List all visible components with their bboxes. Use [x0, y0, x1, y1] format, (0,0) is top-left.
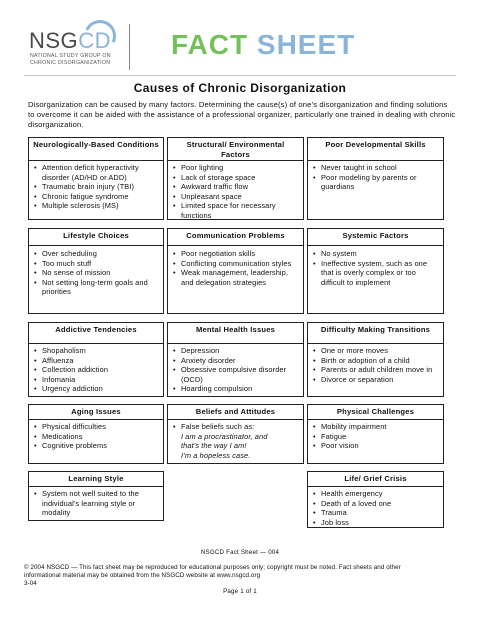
box-learning-style — [28, 471, 164, 521]
beliefs-intro: • False beliefs such as: — [181, 422, 255, 431]
list-item: • Urgency addiction — [34, 384, 160, 394]
logo-subtitle-line1: NATIONAL STUDY GROUP ON — [30, 53, 111, 59]
box-list — [313, 489, 440, 527]
list-item: • Ineffective system, such as one that is overly complex or too difficult to implement — [313, 259, 440, 288]
box-physical — [307, 404, 444, 464]
intro-paragraph: Disorganization can be caused by many factors. Determining the cause(s) of one’s disorganization and finding solutions to overcome it can be aided with the assistance of a professional organizer, particularly one trained in dealing with chronic disorganization. — [28, 100, 456, 129]
list-item: • Infomania — [34, 375, 160, 385]
box-systemic — [307, 228, 444, 314]
header-rule — [24, 75, 456, 76]
box-list — [313, 346, 440, 384]
box-list — [173, 346, 300, 394]
list-item: • Hoarding compulsion — [173, 384, 300, 394]
list-item: • Trauma — [313, 508, 440, 518]
box-list — [173, 163, 300, 221]
box-list — [34, 249, 160, 297]
box-list — [34, 422, 160, 451]
box-title: Aging Issues — [29, 405, 163, 420]
beliefs-quote-line: I’m a hopeless case. — [181, 450, 251, 460]
box-neurological — [28, 137, 164, 220]
beliefs-quote-line: I am a procrastinator, and — [181, 431, 268, 441]
box-structural — [167, 137, 304, 220]
list-item: • Obsessive compulsive disorder (OCD) — [173, 365, 300, 384]
list-item: • Birth or adoption of a child — [313, 356, 440, 366]
box-mental-health — [167, 322, 304, 397]
box-title: Poor Developmental Skills — [308, 138, 443, 161]
list-item: • Poor modeling by parents or guardians — [313, 173, 440, 192]
box-title: Addictive Tendencies — [29, 323, 163, 344]
box-title: Communication Problems — [168, 229, 303, 246]
list-item: • Divorce or separation — [313, 375, 440, 385]
list-item: • Attention deficit hyperactivity disorder (AD/HD or ADD) — [34, 163, 160, 182]
box-list — [313, 249, 440, 287]
list-item: • Collection addiction — [34, 365, 160, 375]
box-title: Mental Health Issues — [168, 323, 303, 344]
list-item: • Weak management, leadership, and delegation strategies — [173, 268, 300, 287]
box-transitions — [307, 322, 444, 397]
list-item: • Multiple sclerosis (MS) — [34, 201, 160, 211]
box-list — [34, 489, 160, 518]
box-title: Physical Challenges — [308, 405, 443, 420]
box-list — [173, 249, 300, 287]
box-list — [313, 422, 440, 451]
box-title: Systemic Factors — [308, 229, 443, 246]
list-item: • Never taught in school — [313, 163, 440, 173]
list-item: • Too much stuff — [34, 259, 160, 269]
logo-subtitle — [30, 53, 111, 67]
box-list — [34, 163, 160, 211]
copyright-line: © 2004 NSGCD — This fact sheet may be reproduced for educational purposes only; copyright must be noted. Fact sheets and other — [24, 564, 401, 571]
box-lifestyle — [28, 228, 164, 314]
list-item: • System not well suited to the individual’s learning style or modality — [34, 489, 160, 518]
list-item: • Conflicting communication styles — [173, 259, 300, 269]
box-title: Life/ Grief Crisis — [308, 472, 443, 487]
fact-sheet-title — [171, 29, 355, 61]
list-item: • Traumatic brain injury (TBI) — [34, 182, 160, 192]
list-item — [173, 422, 300, 460]
list-item: • Limited space for necessary functions — [173, 201, 300, 220]
list-item: • Health emergency — [313, 489, 440, 499]
list-item: • Lack of storage space — [173, 173, 300, 183]
list-item: • Over scheduling — [34, 249, 160, 259]
list-item: • No system — [313, 249, 440, 259]
footer-date: 3-04 — [24, 580, 37, 587]
box-title: Structural/ Environmental Factors — [168, 138, 303, 161]
header-divider — [129, 24, 130, 70]
list-item: • Fatigue — [313, 432, 440, 442]
footer-sheet-id: NSGCD Fact Sheet — 004 — [200, 549, 280, 556]
box-title: Difficulty Making Transitions — [308, 323, 443, 344]
beliefs-quote-line: that’s the way I am! — [181, 441, 247, 451]
copyright-line: informational material may be obtained from the NSGCD website at www.nsgcd.org — [24, 572, 261, 579]
list-item: • Not setting long-term goals and priorities — [34, 278, 160, 297]
logo-accent-text: CD — [78, 28, 111, 53]
box-beliefs — [167, 404, 304, 464]
list-item: • One or more moves — [313, 346, 440, 356]
list-item: • Poor vision — [313, 441, 440, 451]
list-item: • Poor lighting — [173, 163, 300, 173]
box-grief-crisis — [307, 471, 444, 528]
sheet-word: SHEET — [256, 29, 356, 60]
box-title: Lifestyle Choices — [29, 229, 163, 246]
box-aging — [28, 404, 164, 464]
box-addictive — [28, 322, 164, 397]
box-title: Neurologically-Based Conditions — [29, 138, 163, 161]
list-item: • Unpleasant space — [173, 192, 300, 202]
list-item: • Anxiety disorder — [173, 356, 300, 366]
box-developmental — [307, 137, 444, 220]
box-title: Beliefs and Attitudes — [168, 405, 303, 420]
list-item: • Depression — [173, 346, 300, 356]
logo-subtitle-line2: CHRONIC DISORGANIZATION — [30, 60, 111, 66]
list-item: • Mobility impairment — [313, 422, 440, 432]
list-item: • Medications — [34, 432, 160, 442]
list-item: • Chronic fatigue syndrome — [34, 192, 160, 202]
page-title: Causes of Chronic Disorganization — [133, 81, 347, 95]
list-item: • Job loss — [313, 518, 440, 528]
page-number: Page 1 of 1 — [223, 588, 257, 595]
footer-copyright — [24, 564, 460, 588]
box-list — [313, 163, 440, 192]
list-item: • Cognitive problems — [34, 441, 160, 451]
list-item: • Shopaholism — [34, 346, 160, 356]
box-list — [34, 346, 160, 394]
box-title: Learning Style — [29, 472, 163, 487]
list-item: • Awkward traffic flow — [173, 182, 300, 192]
list-item: • Physical difficulties — [34, 422, 160, 432]
list-item: • Parents or adult children move in — [313, 365, 440, 375]
fact-word: FACT — [171, 29, 249, 60]
list-item: • Affluenza — [34, 356, 160, 366]
box-communication — [167, 228, 304, 314]
list-item: • Death of a loved one — [313, 499, 440, 509]
list-item: • Poor negotiation skills — [173, 249, 300, 259]
logo-main-text: NSG — [29, 28, 79, 53]
box-list — [173, 422, 300, 460]
list-item: • No sense of mission — [34, 268, 160, 278]
